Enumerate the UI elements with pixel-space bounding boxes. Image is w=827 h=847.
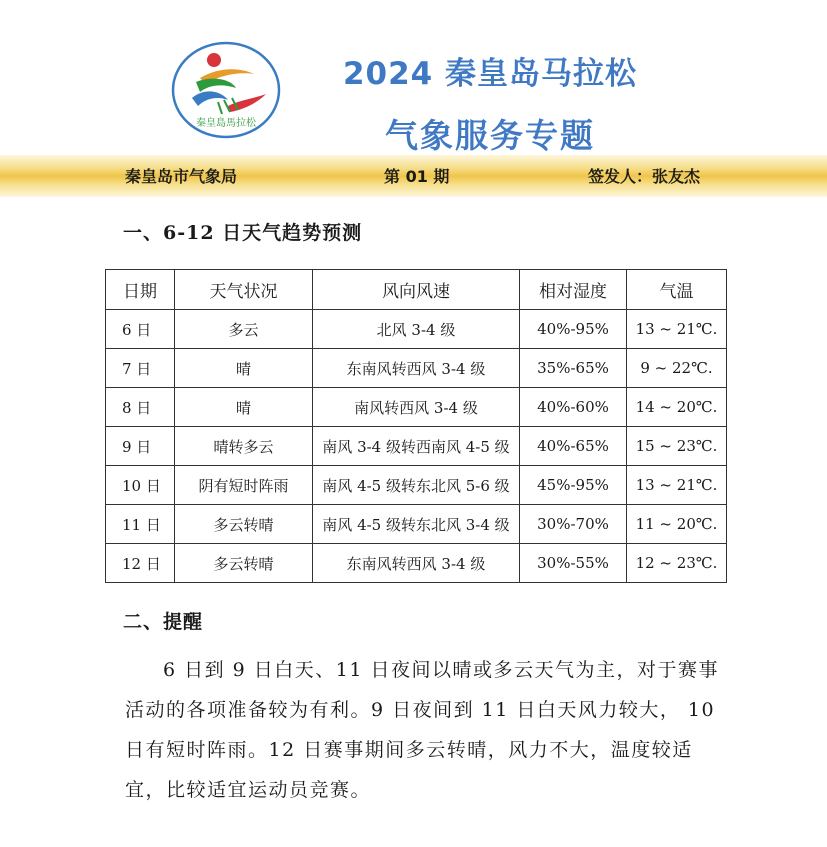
col-header-temperature: 气温 [627,270,727,310]
issue-number: 第 01 期 [384,167,450,186]
cell-weather: 阴有短时阵雨 [175,466,313,505]
cell-date: 11 日 [106,505,175,544]
cell-humidity: 30%-55% [520,544,627,583]
col-header-humidity: 相对湿度 [520,270,627,310]
cell-humidity: 40%-65% [520,427,627,466]
section2-heading: 二、提醒 [123,611,204,633]
cell-wind: 北风 3-4 级 [313,310,520,349]
table-header-row [106,270,727,310]
cell-temperature: 11 ~ 20℃. [627,505,727,544]
cell-humidity: 30%-70% [520,505,627,544]
runner-head-icon [207,53,221,67]
publisher-label: 秦皇岛市气象局 [125,167,238,186]
cell-weather: 多云 [175,310,313,349]
cell-date: 6 日 [106,310,175,349]
col-header-wind: 风向风速 [313,270,520,310]
cell-wind: 东南风转西风 3-4 级 [313,544,520,583]
signer-label: 签发人：张友杰 [588,167,701,186]
cell-humidity: 45%-95% [520,466,627,505]
page-title-line1: 2024 秦皇岛马拉松 [342,56,638,92]
table-row [106,505,727,544]
cell-weather: 晴 [175,349,313,388]
table-row [106,544,727,583]
cell-humidity: 35%-65% [520,349,627,388]
page-title-line2: 气象服务专题 [385,116,595,155]
forecast-table [105,269,727,583]
cell-temperature: 13 ~ 21℃. [627,310,727,349]
cell-weather: 晴 [175,388,313,427]
table-row [106,349,727,388]
svg-text:秦皇島馬拉松: 秦皇島馬拉松 [196,118,256,129]
cell-weather: 晴转多云 [175,427,313,466]
cell-humidity: 40%-95% [520,310,627,349]
cell-humidity: 40%-60% [520,388,627,427]
cell-date: 10 日 [106,466,175,505]
col-header-date: 日期 [106,270,175,310]
cell-temperature: 15 ~ 23℃. [627,427,727,466]
marathon-logo [170,40,282,140]
cell-date: 9 日 [106,427,175,466]
cell-temperature: 9 ~ 22℃. [627,349,727,388]
table-row [106,466,727,505]
cell-date: 12 日 [106,544,175,583]
cell-weather: 多云转晴 [175,505,313,544]
cell-wind: 南风转西风 3-4 级 [313,388,520,427]
cell-temperature: 12 ~ 23℃. [627,544,727,583]
cell-temperature: 14 ~ 20℃. [627,388,727,427]
table-row [106,310,727,349]
table-row [106,388,727,427]
cell-wind: 南风 4-5 级转东北风 3-4 级 [313,505,520,544]
cell-date: 7 日 [106,349,175,388]
cell-wind: 南风 4-5 级转东北风 5-6 级 [313,466,520,505]
section1-heading: 一、6-12 日天气趋势预测 [123,222,363,244]
col-header-weather: 天气状况 [175,270,313,310]
cell-date: 8 日 [106,388,175,427]
reminder-paragraph: 6 日到 9 日白天、11 日夜间以晴或多云天气为主，对于赛事活动的各项准备较为有利。9 日夜间到 11 日白天风力较大， 10 日有短时阵雨。12 日赛事期间多云转晴，风力不大，温度较适宜，比较适宜运动员竞赛。 [125,659,720,801]
cell-wind: 南风 3-4 级转西南风 4-5 级 [313,427,520,466]
cell-wind: 东南风转西风 3-4 级 [313,349,520,388]
cell-weather: 多云转晴 [175,544,313,583]
table-row [106,427,727,466]
cell-temperature: 13 ~ 21℃. [627,466,727,505]
